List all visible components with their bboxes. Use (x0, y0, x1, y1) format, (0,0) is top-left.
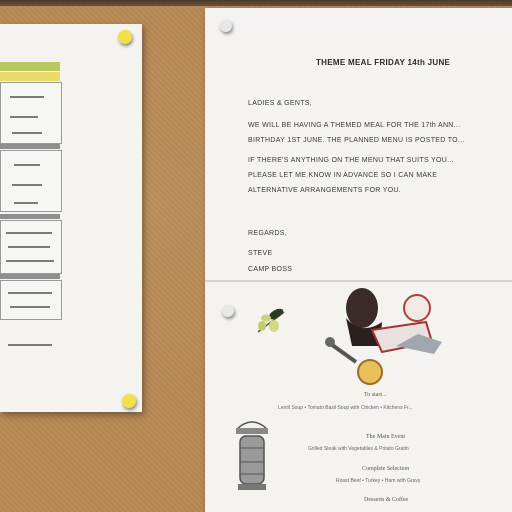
menu-text-line (14, 164, 40, 166)
notice-title: THEME MEAL FRIDAY 14th JUNE (316, 58, 451, 67)
clear-push-pin-icon (220, 20, 232, 32)
notice-signer-name: STEVE (248, 250, 273, 257)
menu-section-items: Lentil Soup • Tomato Basil Soup with Chicken • Kitchens Fr... (278, 405, 413, 411)
menu-text-line (10, 116, 38, 118)
notice-body-line: ALTERNATIVE ARRANGEMENTS FOR YOU. (248, 187, 402, 194)
menu-text-line (8, 344, 52, 346)
menu-table-block (0, 82, 62, 144)
menu-header-yellow (0, 72, 60, 81)
menu-section-title: Desserts & Coffee (364, 497, 409, 503)
menu-section-title: The Main Event (366, 434, 405, 440)
menu-header-green (0, 62, 60, 71)
paper-fold (205, 280, 512, 282)
clear-push-pin-icon (222, 305, 234, 317)
notice-greeting: LADIES & GENTS, (248, 100, 313, 107)
menu-text-line (6, 260, 54, 262)
menu-text-line (12, 132, 42, 134)
menu-divider (0, 144, 60, 149)
olive-branch-clipart (252, 302, 292, 346)
menu-text-line (10, 96, 44, 98)
menu-section-title: To start... (364, 392, 387, 398)
notice-body-line: PLEASE LET ME KNOW IN ADVANCE SO I CAN MAKE (248, 172, 438, 179)
left-notice-sheet (0, 24, 142, 412)
notice-body-line: WE WILL BE HAVING A THEMED MEAL FOR THE 17th ANN... (248, 122, 461, 129)
menu-text-line (12, 184, 42, 186)
menu-section-items: Roast Beef • Turkey • Ham with Gravy (336, 478, 421, 484)
menu-table-block (0, 280, 62, 320)
menu-section-items: Grilled Steak with Vegetables & Potato Gratin (308, 446, 409, 452)
menu-section-title: Complete Selection (362, 466, 410, 472)
board-frame (0, 0, 512, 6)
menu-text-line (8, 292, 52, 294)
menu-text-line (8, 246, 50, 248)
menu-text-line (10, 306, 50, 308)
menu-divider (0, 214, 60, 219)
menu-divider (0, 274, 60, 279)
menu-text-line (14, 202, 38, 204)
notice-body-line: BIRTHDAY 1ST JUNE. THE PLANNED MENU IS POSTED TO... (248, 137, 465, 144)
yellow-push-pin-icon (122, 394, 136, 408)
menu-text-line (6, 232, 52, 234)
chef-clipart (322, 286, 464, 390)
notice-body-line: IF THERE'S ANYTHING ON THE MENU THAT SUITS YOU... (248, 157, 454, 164)
yellow-push-pin-icon (118, 30, 132, 44)
notice-signer-role: CAMP BOSS (248, 266, 293, 273)
notice-signoff: REGARDS, (248, 230, 287, 237)
lantern-clipart (230, 418, 274, 496)
